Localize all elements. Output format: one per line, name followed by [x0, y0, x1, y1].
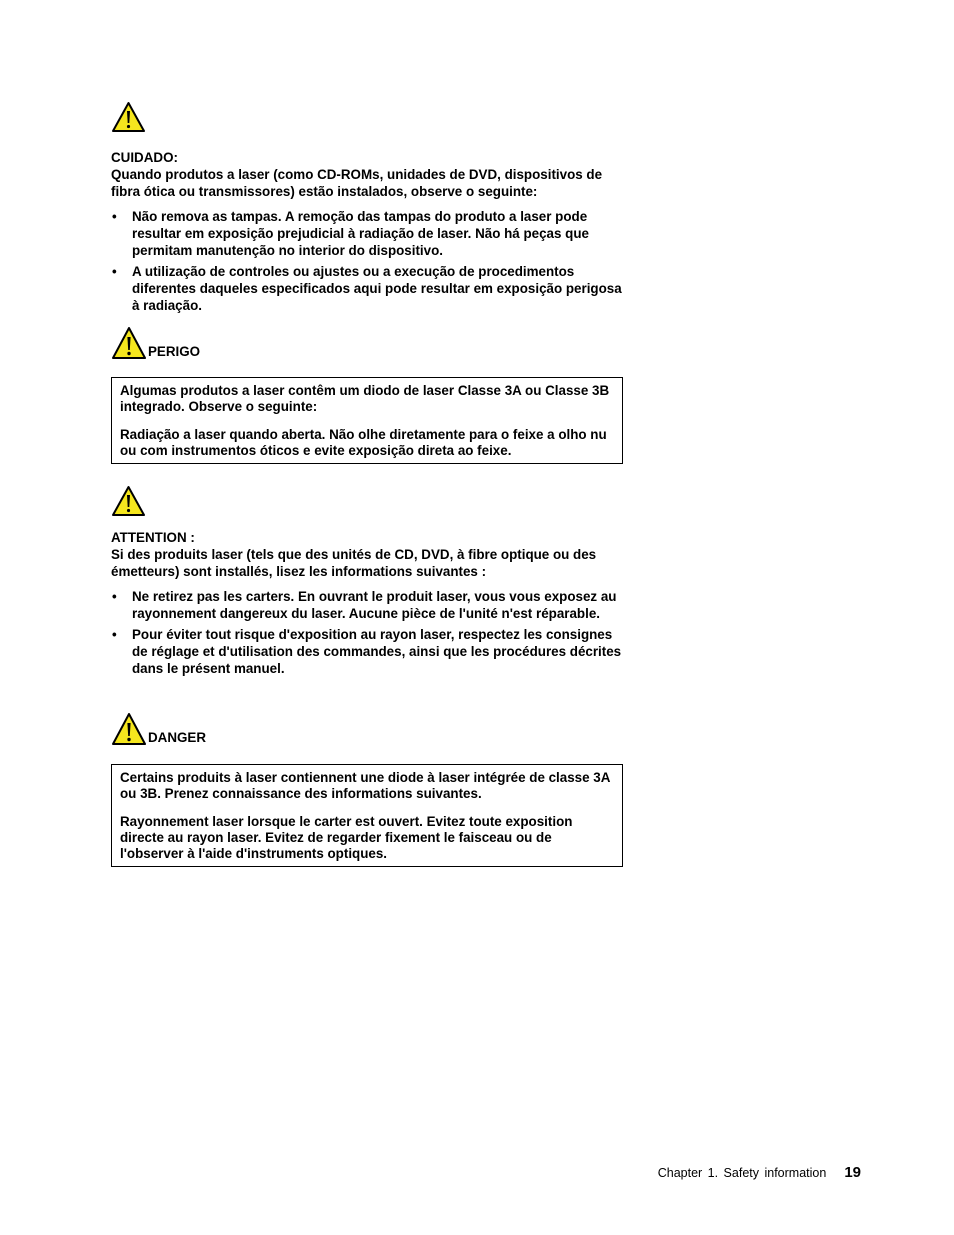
caution-label: CUIDADO: [111, 150, 178, 165]
danger-paragraph: Algumas produtos a laser contêm um diodo de laser Classe 3A ou Classe 3B integrado. Observe o seguinte: [120, 383, 610, 414]
danger-box-pt [111, 377, 623, 464]
danger-heading-fr [111, 712, 206, 746]
danger-label: PERIGO [148, 344, 201, 359]
warning-triangle-icon [111, 101, 146, 133]
danger-heading-pt [111, 326, 200, 360]
danger-box-fr [111, 764, 623, 867]
caution-intro: Si des produits laser (tels que des unités de CD, DVD, à fibre optique ou des émetteurs) sont installés, lisez les informations suivantes : [111, 547, 597, 579]
danger-paragraph: Radiação a laser quando aberta. Não olhe diretamente para o feixe a olho nu ou com instrumentos óticos e evite exposição direta ao feixe. [120, 427, 607, 458]
list-item: • Pour éviter tout risque d'exposition au rayon laser, respectez les consignes de réglage et d'utilisation des commandes, ainsi que les procédures décrites dans le présent manuel. [111, 626, 631, 677]
page-number: 19 [844, 1164, 861, 1181]
caution-section-pt [111, 149, 631, 318]
warning-triangle-icon [111, 712, 147, 746]
danger-paragraph: Certains produits à laser contiennent une diode à laser intégrée de classe 3A ou 3B. Prenez connaissance des informations suivantes. [120, 770, 610, 801]
list-item: • Ne retirez pas les carters. En ouvrant le produit laser, vous vous exposez au rayonnement dangereux du laser. Aucune pièce de l'unité n'est réparable. [111, 588, 631, 622]
chapter-title: Chapter 1. Safety information [657, 1166, 827, 1180]
list-item: • Não remova as tampas. A remoção das tampas do produto a laser pode resultar em exposição prejudicial à radiação de laser. Não há peças que permitam manutenção no interior do dispositivo. [111, 208, 631, 259]
warning-triangle-icon [111, 485, 146, 517]
warning-triangle-icon [111, 326, 147, 360]
caution-intro: Quando produtos a laser (como CD-ROMs, unidades de DVD, dispositivos de fibra ótica ou transmissores) estão instalados, observe o seguinte: [111, 167, 603, 199]
danger-label: DANGER [148, 730, 207, 745]
list-item: • A utilização de controles ou ajustes ou a execução de procedimentos diferentes daqueles especificados aqui pode resultar em exposição perigosa à radiação. [111, 263, 631, 314]
caution-bullet-list [111, 588, 631, 677]
caution-label: ATTENTION : [111, 530, 195, 545]
caution-section-fr [111, 529, 631, 681]
danger-paragraph: Rayonnement laser lorsque le carter est ouvert. Evitez toute exposition directe au rayon laser. Evitez de regarder fixement le faisceau ou de l'observer à l'aide d'instruments optiques. [120, 814, 573, 861]
caution-bullet-list [111, 208, 631, 314]
page-footer [658, 1164, 861, 1181]
